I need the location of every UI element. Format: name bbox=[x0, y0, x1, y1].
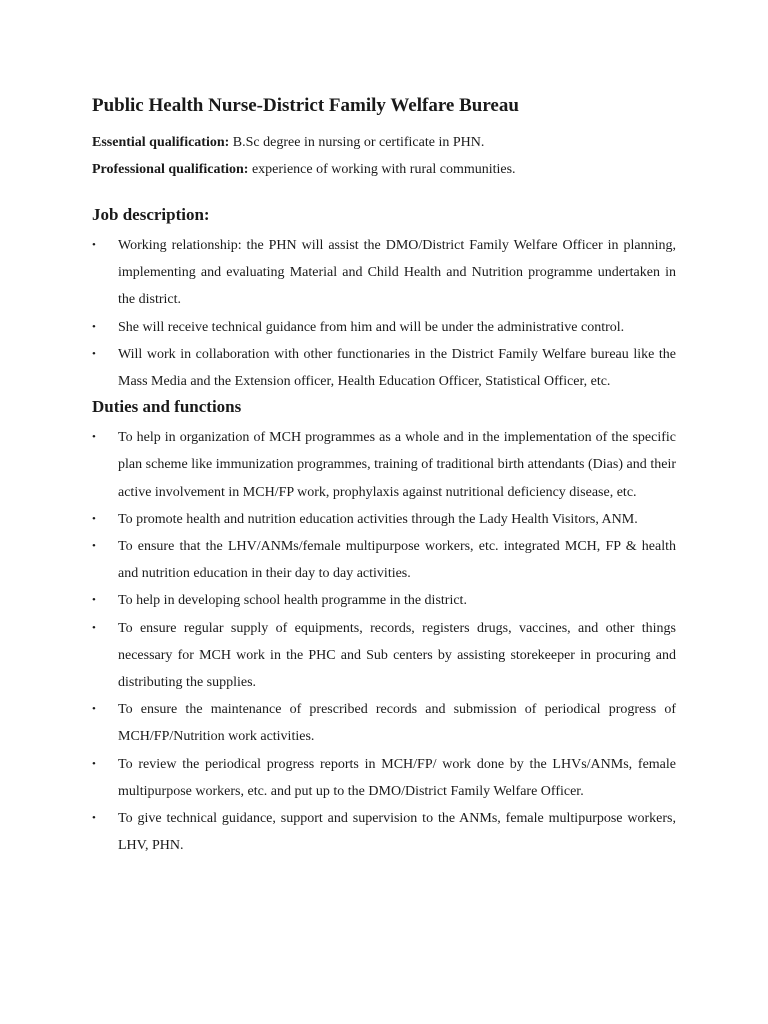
list-item-text: To give technical guidance, support and supervision to the ANMs, female multipurpose workers, LHV, PHN. bbox=[118, 811, 676, 854]
bullet-icon: • bbox=[92, 320, 96, 333]
bullet-icon: • bbox=[92, 431, 96, 444]
list-item-text: Will work in collaboration with other functionaries in the District Family Welfare bureau like the Mass Media and the Extension officer, Health Education Officer, Statistical Officer, etc. bbox=[118, 346, 676, 390]
list-item bbox=[92, 696, 676, 750]
list-item-text: Working relationship: the PHN will assist the DMO/District Family Welfare Officer in planning, implementing and evaluating Material and Child Health and Nutrition programme undertaken in the district. bbox=[118, 238, 676, 308]
list-item-text: To ensure regular supply of equipments, records, registers drugs, vaccines, and other things necessary for MCH work in the PHC and Sub centers by assisting storekeeper in procuring and distributing the supplies. bbox=[118, 620, 676, 691]
list-item bbox=[92, 232, 676, 314]
bullet-icon: • bbox=[92, 512, 96, 525]
document-title: Public Health Nurse-District Family Welfare Bureau bbox=[92, 95, 519, 116]
list-item-text: To help in developing school health programme in the district. bbox=[118, 593, 467, 609]
list-item bbox=[92, 424, 676, 506]
list-item bbox=[92, 533, 676, 587]
professional-qualification-text: experience of working with rural communities. bbox=[251, 162, 516, 177]
list-item bbox=[92, 615, 676, 697]
bullet-icon: • bbox=[92, 540, 96, 553]
essential-qualification bbox=[92, 129, 676, 156]
job-description-list bbox=[92, 232, 676, 395]
list-item bbox=[92, 805, 676, 859]
duties-list bbox=[92, 424, 676, 859]
duties-heading: Duties and functions bbox=[92, 397, 242, 417]
list-item-text: To promote health and nutrition education activities through the Lady Health Visitors, ANM. bbox=[118, 511, 638, 527]
list-item bbox=[92, 506, 676, 533]
job-description-heading: Job description: bbox=[92, 205, 210, 224]
list-item bbox=[92, 314, 676, 341]
bullet-icon: • bbox=[92, 594, 96, 607]
list-item-text: To help in organization of MCH programmes as a whole and in the implementation of the specific plan scheme like immunization programmes, training of traditional birth attendants (Dias) and their active involvement in MCH/FP work, prophylaxis against nutritional deficiency disease, etc. bbox=[118, 430, 676, 500]
bullet-icon: • bbox=[92, 621, 96, 634]
essential-qualification-text: B.Sc degree in nursing or certificate in PHN. bbox=[232, 135, 485, 150]
list-item-text: To review the periodical progress reports in MCH/FP/ work done by the LHVs/ANMs, female multipurpose workers, etc. and put up to the DMO/District Family Welfare Officer. bbox=[118, 756, 676, 799]
list-item bbox=[92, 587, 676, 614]
list-item-text: To ensure that the LHV/ANMs/female multipurpose workers, etc. integrated MCH, FP & health and nutrition education in their day to day activities. bbox=[118, 539, 676, 582]
professional-qualification bbox=[92, 156, 676, 183]
bullet-icon: • bbox=[92, 239, 96, 251]
essential-qualification-label: Essential qualification: bbox=[92, 135, 230, 150]
bullet-icon: • bbox=[92, 347, 96, 360]
bullet-icon: • bbox=[92, 757, 96, 770]
list-item bbox=[92, 751, 676, 805]
professional-qualification-label: Professional qualification: bbox=[92, 162, 249, 177]
list-item bbox=[92, 341, 676, 395]
bullet-icon: • bbox=[92, 812, 96, 825]
bullet-icon: • bbox=[92, 703, 96, 716]
list-item-text: She will receive technical guidance from him and will be under the administrative control. bbox=[118, 319, 625, 335]
list-item-text: To ensure the maintenance of prescribed records and submission of periodical progress of MCH/FP/Nutrition work activities. bbox=[118, 702, 676, 745]
